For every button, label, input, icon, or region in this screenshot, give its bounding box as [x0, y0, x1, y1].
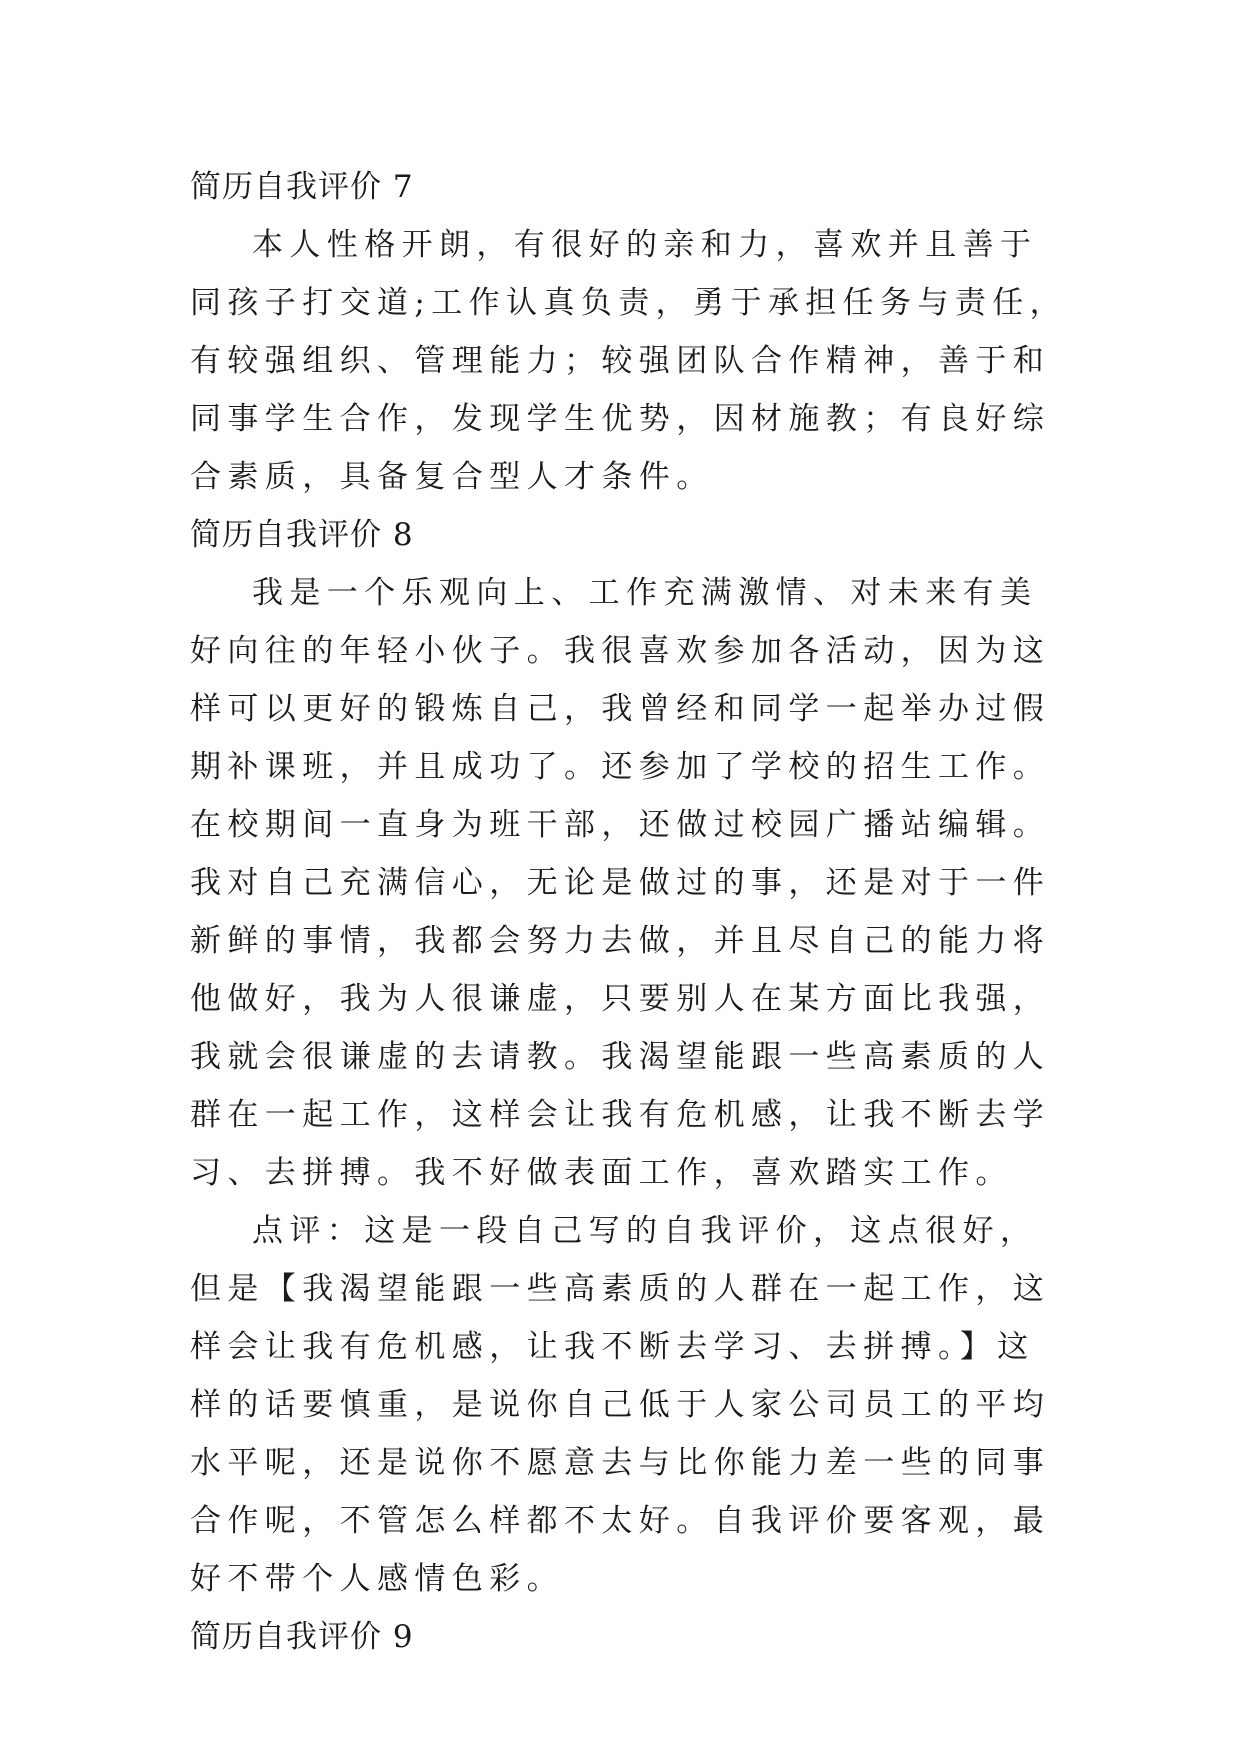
body-paragraph: 我是一个乐观向上、工作充满激情、对未来有美好向往的年轻小伙子。我很喜欢参加各活动，因为这样可以更好的锻炼自己，我曾经和同学一起举办过假期补课班，并且成功了。还参加了学校的招生工作。在校期间一直身为班干部，还做过校园广播站编辑。我对自己充满信心，无论是做过的事，还是对于一件新鲜的事情，我都会努力去做，并且尽自己的能力将他做好，我为人很谦虚，只要别人在某方面比我强，我就会很谦虚的去请教。我渴望能跟一些高素质的人群在一起工作，这样会让我有危机感，让我不断去学习、去拼搏。我不好做表面工作，喜欢踏实工作。 [190, 575, 1051, 1191]
section-8 [190, 506, 1070, 1608]
section-9 [190, 1608, 1070, 1666]
section-heading: 简历自我评价 7 [190, 169, 414, 205]
document-page [190, 158, 1070, 1666]
section-7 [190, 158, 1070, 506]
review-paragraph: 点评：这是一段自己写的自我评价，这点很好，但是【我渴望能跟一些高素质的人群在一起工作，这样会让我有危机感，让我不断去学习、去拼搏。】这样的话要慎重，是说你自己低于人家公司员工的平均水平呢，还是说你不愿意去与比你能力差一些的同事合作呢，不管怎么样都不太好。自我评价要客观，最好不带个人感情色彩。 [190, 1213, 1051, 1597]
section-heading: 简历自我评价 9 [190, 1619, 414, 1655]
body-paragraph: 本人性格开朗，有很好的亲和力，喜欢并且善于同孩子打交道;工作认真负责，勇于承担任务与责任，有较强组织、管理能力；较强团队合作精神，善于和同事学生合作，发现学生优势，因材施教；有良好综合素质，具备复合型人才条件。 [190, 227, 1068, 495]
section-heading: 简历自我评价 8 [190, 517, 414, 553]
